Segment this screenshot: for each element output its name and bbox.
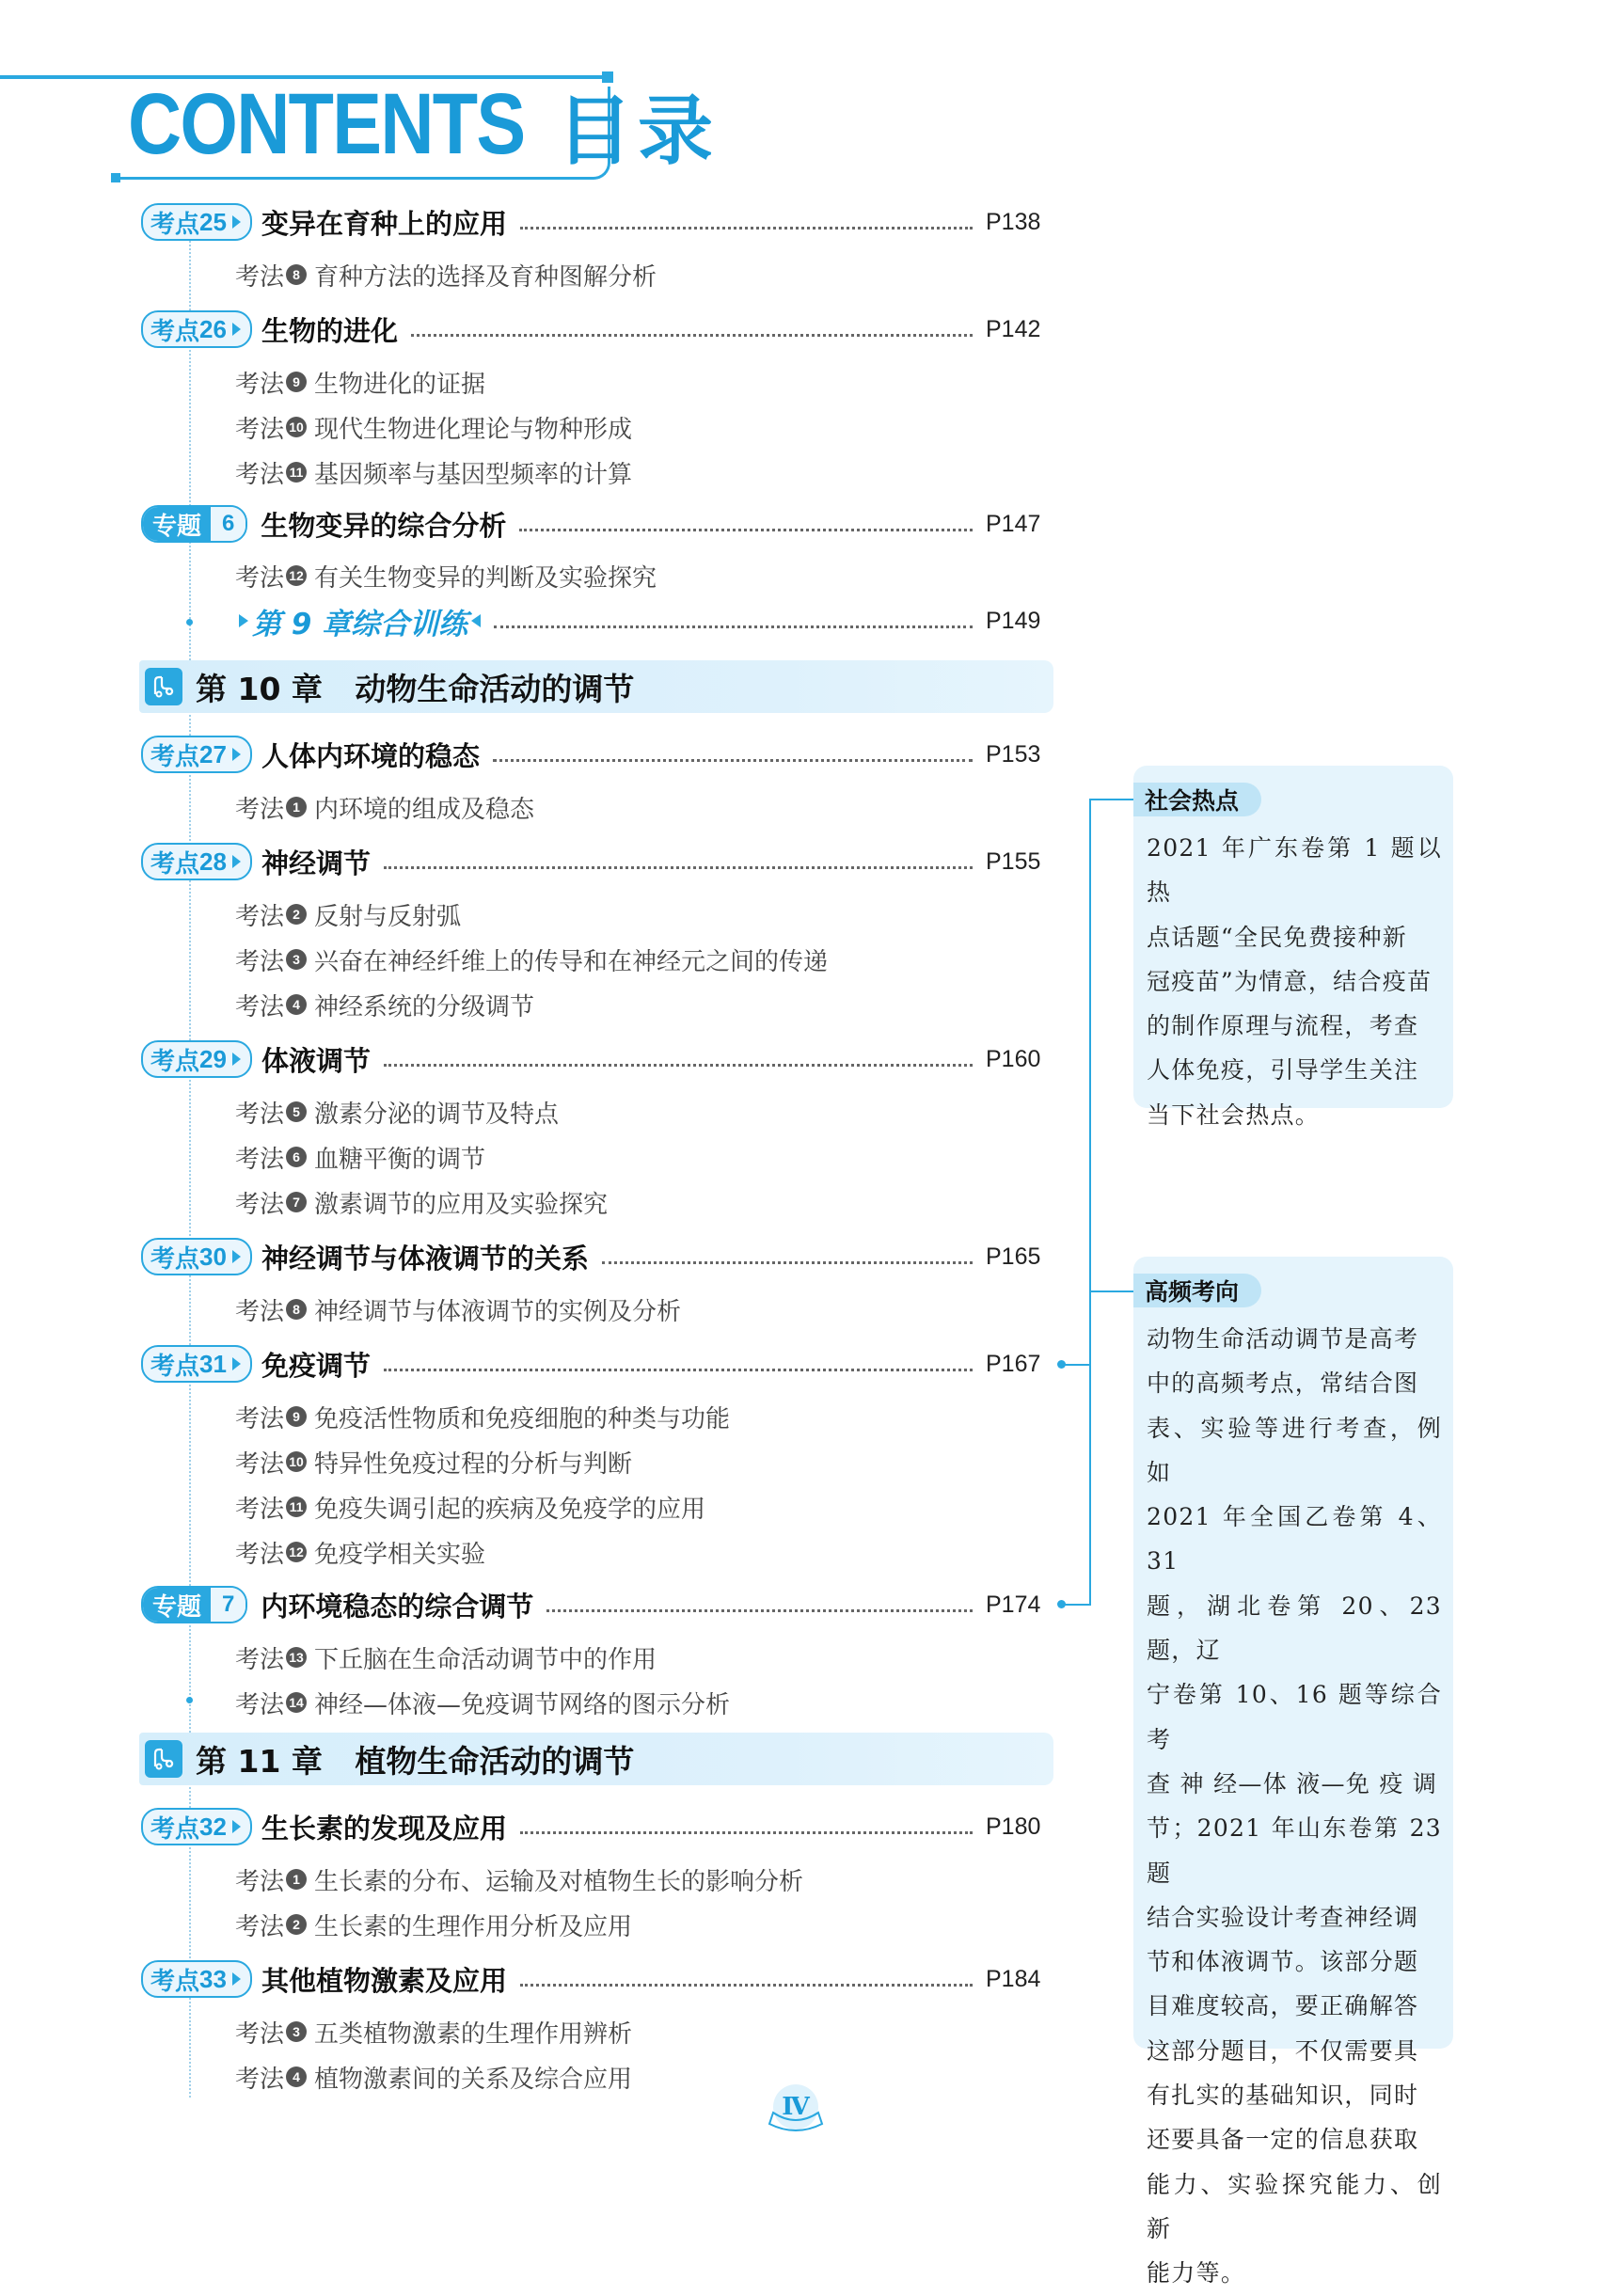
chapter-icon [145, 668, 182, 705]
entry-title: 其他植物激素及应用 [261, 1964, 507, 1997]
method-number: 13 [286, 1647, 307, 1668]
connector-dot [1057, 1600, 1066, 1608]
timeline-dot [186, 1697, 193, 1703]
method-number: 3 [286, 949, 307, 970]
badge-arrow-icon [232, 748, 241, 761]
kaodian-badge: 考点 31 [141, 1345, 252, 1383]
page-ref: P142 [986, 315, 1041, 342]
leader-dots [520, 227, 973, 230]
entry-title: 体液调节 [261, 1044, 371, 1077]
kaodian-badge: 考点 25 [141, 203, 252, 241]
leader-dots [546, 1609, 973, 1612]
connector-line [1091, 799, 1133, 800]
kaodian-badge: 考点 32 [141, 1808, 252, 1845]
page-ref: P153 [986, 740, 1041, 768]
method-number: 7 [286, 1192, 307, 1212]
connector-line [1089, 799, 1091, 1365]
chapter9-review[interactable] [239, 600, 1044, 641]
method-number: 2 [286, 1914, 307, 1935]
method-item[interactable]: 考法 8 神经调节与体液调节的实例及分析 [235, 1297, 682, 1326]
toc-entry[interactable] [141, 309, 1044, 350]
title-chinese: 目录 [557, 87, 719, 175]
note-body: 动物生命活动调节是高考 中的高频考点，常结合图 表、实验等进行考查，例如 2021 年全国乙卷第 4、31 题，湖北卷第 20、23 题，辽 宁卷第 10、16 题等综合考 查 神 经—体 液—免 疫 调 节；2021 年山东卷第 23 题 结合实验设计考查神经调 节和体液调节。该部分题 目难度较高，要正确解答 这部分题目，不仅需要具 有扎实的基础知识，同时 还要具备一定的信息获取 能力、实验探究能力、创新 能力等。 [1147, 1325, 1442, 2288]
method-number: 5 [286, 1101, 307, 1122]
review-title: 第 9 章综合训练 [252, 607, 468, 641]
entry-title: 神经调节与体液调节的关系 [261, 1242, 589, 1275]
entry-title: 人体内环境的稳态 [261, 739, 480, 772]
note-frequent-topic [1133, 1257, 1453, 2288]
toc-entry[interactable] [141, 1806, 1044, 1847]
timeline-dot [186, 619, 193, 625]
toc-entry[interactable] [141, 1038, 1044, 1080]
kaodian-badge: 考点 30 [141, 1238, 252, 1275]
method-item[interactable]: 考法 9 免疫活性物质和免疫细胞的种类与功能 [235, 1404, 731, 1433]
page-number: Ⅳ [760, 2081, 831, 2141]
leader-dots [602, 1261, 973, 1264]
connector-line [1089, 1291, 1091, 1605]
toc-entry[interactable] [141, 734, 1044, 775]
method-item[interactable]: 考法 4 植物激素间的关系及综合应用 [235, 2065, 633, 2094]
method-number: 9 [286, 372, 307, 392]
method-item[interactable]: 考法 3 兴奋在神经纤维上的传导和在神经元之间的传递 [235, 947, 829, 976]
zhuanti-badge: 专题 7 [141, 1586, 247, 1623]
header-corner-square-2 [111, 173, 120, 182]
badge-arrow-icon [232, 1820, 241, 1833]
method-item[interactable]: 考法 11 免疫失调引起的疾病及免疫学的应用 [235, 1495, 706, 1524]
leader-dots [520, 1984, 973, 1987]
chapter-icon [145, 1740, 182, 1778]
kaodian-badge: 考点 27 [141, 736, 252, 773]
entry-title: 生长素的发现及应用 [261, 1812, 507, 1845]
toc-entry[interactable] [141, 201, 1044, 243]
toc-entry[interactable] [141, 1958, 1044, 2000]
triangle-left-icon [471, 614, 481, 627]
method-item[interactable]: 考法 14 神经—体液—免疫调节网络的图示分析 [235, 1690, 731, 1719]
method-number: 14 [286, 1692, 307, 1713]
method-number: 11 [286, 462, 307, 483]
chapter-title: 第 10 章 动物生命活动的调节 [196, 670, 635, 707]
note-body: 2021 年广东卷第 1 题以热 点话题“全民免费接种新 冠疫苗”为情意，结合疫苗 的制作原理与流程，考查 人体免疫，引导学生关注 当下社会热点。 [1147, 834, 1442, 1129]
method-number: 8 [286, 1299, 307, 1320]
zhuanti-badge: 专题 6 [141, 505, 247, 543]
chapter-title: 第 11 章 植物生命活动的调节 [196, 1742, 635, 1780]
entry-title: 内环境稳态的综合调节 [261, 1590, 534, 1623]
note-social-hotspot [1133, 766, 1453, 1129]
badge-arrow-icon [232, 1357, 241, 1370]
entry-title: 免疫调节 [261, 1349, 371, 1382]
method-number: 3 [286, 2021, 307, 2042]
connector-dot [1057, 1360, 1066, 1369]
method-item[interactable]: 考法 10 现代生物进化理论与物种形成 [235, 415, 633, 444]
leader-dots [384, 866, 973, 869]
method-number: 12 [286, 565, 307, 586]
page-title [128, 75, 719, 175]
badge-arrow-icon [232, 323, 241, 336]
badge-arrow-icon [232, 855, 241, 868]
chapter-heading [139, 660, 1053, 713]
connector-line [1091, 1291, 1133, 1292]
badge-arrow-icon [232, 1972, 241, 1986]
method-number: 12 [286, 1542, 307, 1562]
method-number: 1 [286, 797, 307, 817]
page-ref: P167 [986, 1350, 1041, 1377]
kaodian-badge: 考点 28 [141, 843, 252, 880]
badge-arrow-icon [232, 1250, 241, 1263]
kaodian-badge: 考点 29 [141, 1040, 252, 1078]
title-english: CONTENTS [128, 75, 525, 172]
method-item[interactable]: 考法 4 神经系统的分级调节 [235, 992, 535, 1021]
note-label: 社会热点 [1133, 783, 1261, 816]
method-item[interactable]: 考法 1 内环境的组成及稳态 [235, 795, 535, 824]
entry-title: 生物变异的综合分析 [261, 509, 507, 542]
method-number: 4 [286, 2066, 307, 2087]
method-number: 10 [286, 1451, 307, 1472]
method-number: 4 [286, 994, 307, 1015]
method-item[interactable]: 考法 8 育种方法的选择及育种图解分析 [235, 262, 657, 292]
toc-entry[interactable] [141, 1584, 1044, 1625]
badge-arrow-icon [232, 215, 241, 229]
page-ref: P160 [986, 1045, 1041, 1072]
method-number: 1 [286, 1869, 307, 1890]
method-item[interactable]: 考法 5 激素分泌的调节及特点 [235, 1100, 560, 1129]
method-item[interactable]: 考法 10 特异性免疫过程的分析与判断 [235, 1449, 633, 1479]
leader-dots [384, 1064, 973, 1067]
method-item[interactable]: 考法 9 生物进化的证据 [235, 370, 486, 399]
toc-entry[interactable] [141, 1236, 1044, 1277]
method-item[interactable]: 考法 1 生长素的分布、运输及对植物生长的影响分析 [235, 1867, 804, 1896]
method-number: 2 [286, 904, 307, 925]
method-item[interactable]: 考法 6 血糖平衡的调节 [235, 1145, 486, 1174]
page-ref: P174 [986, 1591, 1041, 1618]
leader-dots [411, 334, 973, 337]
method-item[interactable]: 考法 13 下丘脑在生命活动调节中的作用 [235, 1645, 657, 1674]
method-item[interactable]: 考法 2 反射与反射弧 [235, 902, 462, 931]
method-item[interactable]: 考法 3 五类植物激素的生理作用辨析 [235, 2019, 633, 2049]
method-item[interactable]: 考法 12 有关生物变异的判断及实验探究 [235, 563, 657, 593]
entry-title: 生物的进化 [261, 314, 398, 347]
chapter-heading [139, 1733, 1053, 1785]
entry-title: 变异在育种上的应用 [261, 207, 507, 240]
note-label: 高频考向 [1133, 1274, 1261, 1307]
kaodian-badge: 考点 33 [141, 1960, 252, 1998]
kaodian-badge: 考点 26 [141, 310, 252, 348]
leader-dots [384, 1369, 973, 1371]
triangle-right-icon [239, 614, 248, 627]
method-number: 11 [286, 1496, 307, 1517]
method-item[interactable]: 考法 11 基因频率与基因型频率的计算 [235, 460, 633, 489]
toc-entry[interactable] [141, 1343, 1044, 1385]
method-item[interactable]: 考法 12 免疫学相关实验 [235, 1540, 486, 1569]
leader-dots [494, 625, 973, 628]
leader-dots [520, 1831, 973, 1834]
page-ref: P147 [986, 510, 1041, 537]
entry-title: 神经调节 [261, 847, 371, 879]
page-ref: P184 [986, 1965, 1041, 1992]
method-number: 10 [286, 417, 307, 437]
page-ref: P155 [986, 847, 1041, 875]
badge-arrow-icon [232, 1053, 241, 1066]
page-ref: P138 [986, 208, 1041, 235]
method-item[interactable]: 考法 2 生长素的生理作用分析及应用 [235, 1912, 633, 1941]
page-ref: P165 [986, 1243, 1041, 1270]
page-ref: P149 [986, 607, 1041, 634]
method-item[interactable]: 考法 7 激素调节的应用及实验探究 [235, 1190, 609, 1219]
leader-dots [519, 529, 973, 531]
toc-entry[interactable] [141, 503, 1044, 545]
method-number: 9 [286, 1406, 307, 1427]
method-number: 6 [286, 1147, 307, 1167]
toc-entry[interactable] [141, 841, 1044, 882]
method-number: 8 [286, 264, 307, 285]
leader-dots [493, 759, 973, 762]
page-ref: P180 [986, 1813, 1041, 1840]
